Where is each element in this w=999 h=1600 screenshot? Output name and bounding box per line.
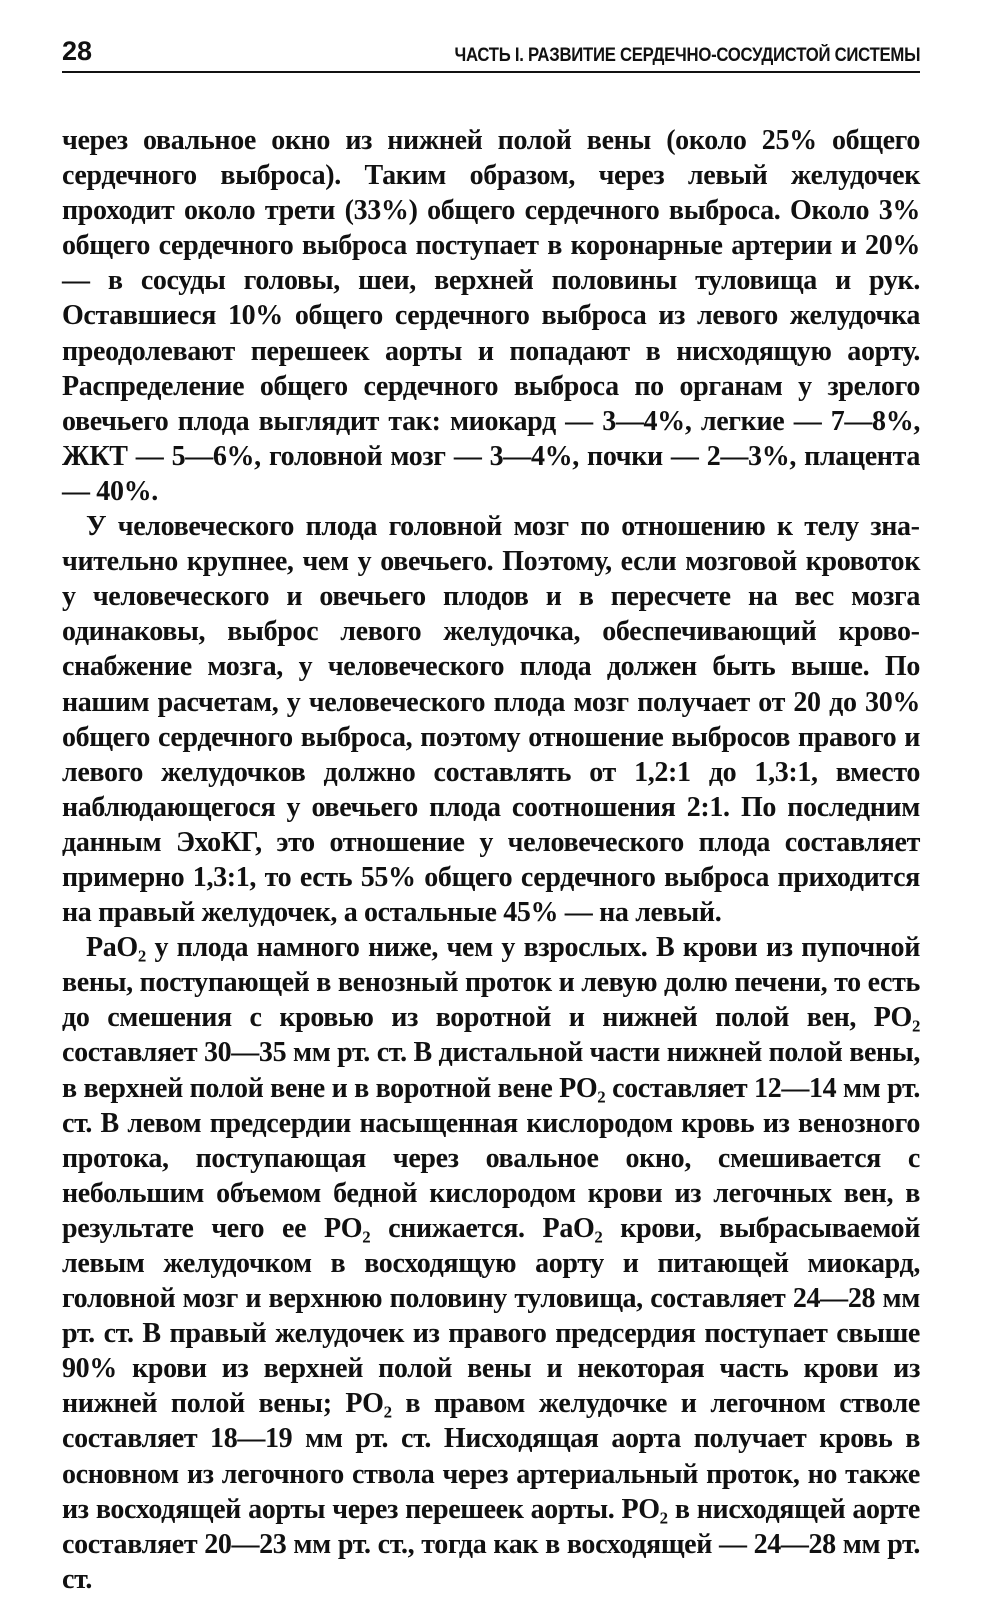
page-number: 28 xyxy=(62,36,93,66)
book-page xyxy=(62,38,920,1597)
body-text xyxy=(62,123,920,1597)
page-header xyxy=(62,38,920,73)
paragraph: У человеческого плода головной мозг по отношению к телу значительно крупнее, чем у овечьего. Поэтому, если мозговой кровоток у человеческого и овечьего плодов и в пересчете на вес мозга одинаковы, выброс левого желудочка, обеспечивающий кровоснабжение мозга, у человеческого плода должен быть выше. По нашим расчетам, у человеческого плода мозг получает от 20 до 30% общего сердечного выброса, поэтому отношение выбросов правого и левого желудочков должно составлять от 1,2:1 до 1,3:1, вместо наблюдающегося у овечьего плода соотношения 2:1. По последним данным ЭхоКГ, это отношение у человеческого плода составляет примерно 1,3:1, то есть 55% общего сердечного выброса приходится на правый желудочек, а остальные 45% — на левый. xyxy=(62,511,920,929)
running-head: ЧАСТЬ I. РАЗВИТИЕ СЕРДЕЧНО-СОСУДИСТОЙ СИСТЕМЫ xyxy=(454,45,920,66)
paragraph: PaO₂ у плода намного ниже, чем у взрослых. В крови из пупочной вены, поступающей в венозный проток и левую долю печени, то есть до смешения с кровью из воротной и нижней полой вен, PO₂ составляет 30—35 мм рт. ст. В дистальной части нижней полой вены, в верхней полой вене и в воротной вене PO₂ составляет 12—14 мм рт. ст. В левом предсердии насыщенная кислородом кровь из венозного протока, поступающая через овальное окно, смешивается с небольшим объемом бедной кислородом крови из легочных вен, в результате чего ее PO₂ снижается. PaO₂ крови, выбрасываемой левым желудочком в восходящую аорту и питающей миокард, головной мозг и верхнюю половину туловища, составляет 24—28 мм рт. ст. В правый желудочек из правого предсердия поступает свыше 90% крови из верхней полой вены и некоторая часть крови из нижней полой вены; PO₂ в правом желудочке и легочном стволе составляет 18—19 мм рт. ст. Нисходящая аорта получает кровь в основном из легочного ствола через артериальный проток, но также из восходящей аорты через перешеек аорты. PO₂ в нисходящей аорте составляет 20—23 мм рт. ст., тогда как в восходящей — 24—28 мм рт. ст. xyxy=(62,932,920,1595)
paragraph-continued: через овальное окно из нижней полой вены (около 25% общего сердечного выброса). Таким образом, через левый желудочек проходит около трети (33%) общего сердечного выброса. Около 3% общего сердечного выброса поступает в коронарные артерии и 20% — в сосуды головы, шеи, верхней половины туловища и рук. Оставшиеся 10% общего сердечного выброса из левого желудочка преодолевают перешеек аорты и попадают в нисходящую аорту. Распределение общего сердечного выброса по органам у зрелого овечьего плода выглядит так: миокард — 3—4%, легкие — 7—8%, ЖКТ — 5—6%, головной мозг — 3—4%, почки — 2—3%, плацента — 40%. xyxy=(62,125,920,507)
